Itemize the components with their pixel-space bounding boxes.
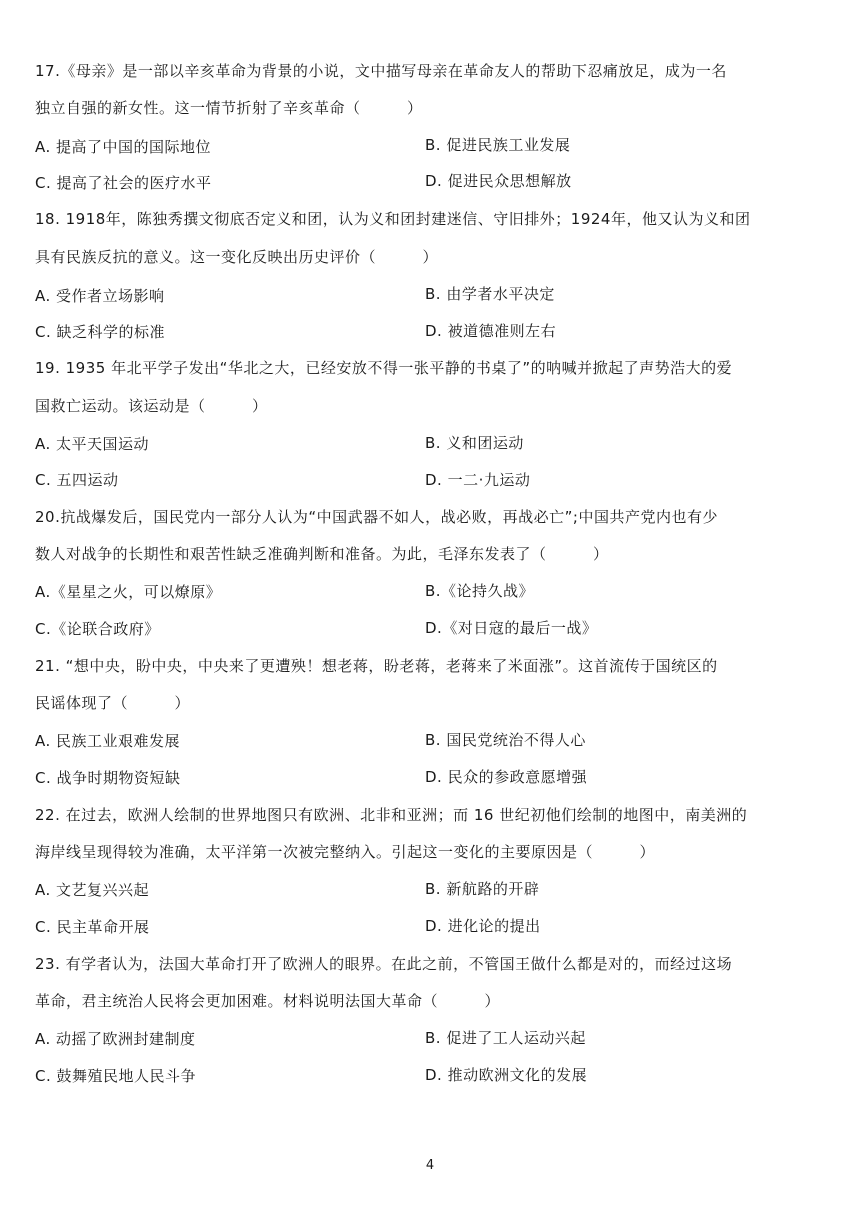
question-21-option-a: A. 民族工业艰难发展: [35, 732, 181, 750]
question-22-stem-line-2: 海岸线呈现得较为准确，太平洋第一次被完整纳入。引起这一变化的主要原因是（ ）: [35, 843, 656, 861]
question-17-stem-line-2: 独立自强的新女性。这一情节折射了辛亥革命（ ）: [35, 99, 423, 117]
question-20-option-a: A.《星星之火，可以燎原》: [35, 583, 222, 601]
question-18-stem-line-1: 18. 1918年，陈独秀撰文彻底否定义和团，认为义和团封建迷信、守旧排外；1924年，他又认为义和团: [35, 210, 751, 228]
question-21-stem-line-1: 21. “想中央，盼中央，中央来了更遭殃！想老蒋，盼老蒋，老蒋来了米面涨”。这首流传于国统区的: [35, 657, 718, 675]
question-20-stem-line-2: 数人对战争的长期性和艰苦性缺乏准确判断和准备。为此，毛泽东发表了（ ）: [35, 545, 609, 563]
question-19-option-b: B. 义和团运动: [425, 434, 524, 452]
question-19-option-c: C. 五四运动: [35, 471, 119, 489]
question-22-option-c: C. 民主革命开展: [35, 918, 150, 936]
question-19-stem-line-1: 19. 1935 年北平学子发出“华北之大，已经安放不得一张平静的书桌了”的呐喊并掀起了声势浩大的爱: [35, 359, 733, 377]
question-20-option-b: B.《论持久战》: [425, 582, 535, 600]
question-23-option-b: B. 促进了工人运动兴起: [425, 1029, 586, 1047]
question-17-option-b: B. 促进民族工业发展: [425, 136, 571, 154]
question-23-option-a: A. 动摇了欧洲封建制度: [35, 1030, 196, 1048]
question-21-option-d: D. 民众的参政意愿增强: [425, 768, 588, 786]
question-20-option-d: D.《对日寇的最后一战》: [425, 619, 598, 637]
question-22-option-a: A. 文艺复兴兴起: [35, 881, 150, 899]
question-23-stem-line-1: 23. 有学者认为，法国大革命打开了欧洲人的眼界。在此之前，不管国王做什么都是对的，而经过这场: [35, 955, 733, 973]
question-18-option-c: C. 缺乏科学的标准: [35, 323, 166, 341]
question-20-stem-line-1: 20.抗战爆发后，国民党内一部分人认为“中国武器不如人，战必败，再战必亡”;中国共产党内也有少: [35, 508, 718, 526]
question-23-option-d: D. 推动欧洲文化的发展: [425, 1066, 588, 1084]
question-17-option-a: A. 提高了中国的国际地位: [35, 138, 212, 156]
question-18-option-a: A. 受作者立场影响: [35, 287, 165, 305]
question-23-stem-line-2: 革命，君主统治人民将会更加困难。材料说明法国大革命（ ）: [35, 992, 501, 1010]
question-17-option-d: D. 促进民众思想解放: [425, 172, 572, 190]
question-19-option-d: D. 一二·九运动: [425, 471, 531, 489]
question-21-option-c: C. 战争时期物资短缺: [35, 769, 181, 787]
question-22-option-b: B. 新航路的开辟: [425, 880, 540, 898]
question-18-option-b: B. 由学者水平决定: [425, 285, 555, 303]
question-19-option-a: A. 太平天国运动: [35, 435, 150, 453]
question-19-stem-line-2: 国救亡运动。该运动是（ ）: [35, 397, 268, 415]
question-20-option-c: C.《论联合政府》: [35, 620, 160, 638]
question-17-option-c: C. 提高了社会的医疗水平: [35, 174, 212, 192]
question-18-stem-line-2: 具有民族反抗的意义。这一变化反映出历史评价（ ）: [35, 248, 439, 266]
question-21-option-b: B. 国民党统治不得人心: [425, 731, 586, 749]
page-number: 4: [425, 1158, 435, 1173]
question-17-stem-line-1: 17.《母亲》是一部以辛亥革命为背景的小说，文中描写母亲在革命友人的帮助下忍痛放足，成为一名: [35, 62, 727, 80]
question-22-stem-line-1: 22. 在过去，欧洲人绘制的世界地图只有欧洲、北非和亚洲；而 16 世纪初他们绘制的地图中，南美洲的: [35, 806, 748, 824]
question-18-option-d: D. 被道德准则左右: [425, 322, 557, 340]
question-23-option-c: C. 鼓舞殖民地人民斗争: [35, 1067, 197, 1085]
question-22-option-d: D. 进化论的提出: [425, 917, 541, 935]
question-21-stem-line-2: 民谣体现了（ ）: [35, 694, 191, 712]
